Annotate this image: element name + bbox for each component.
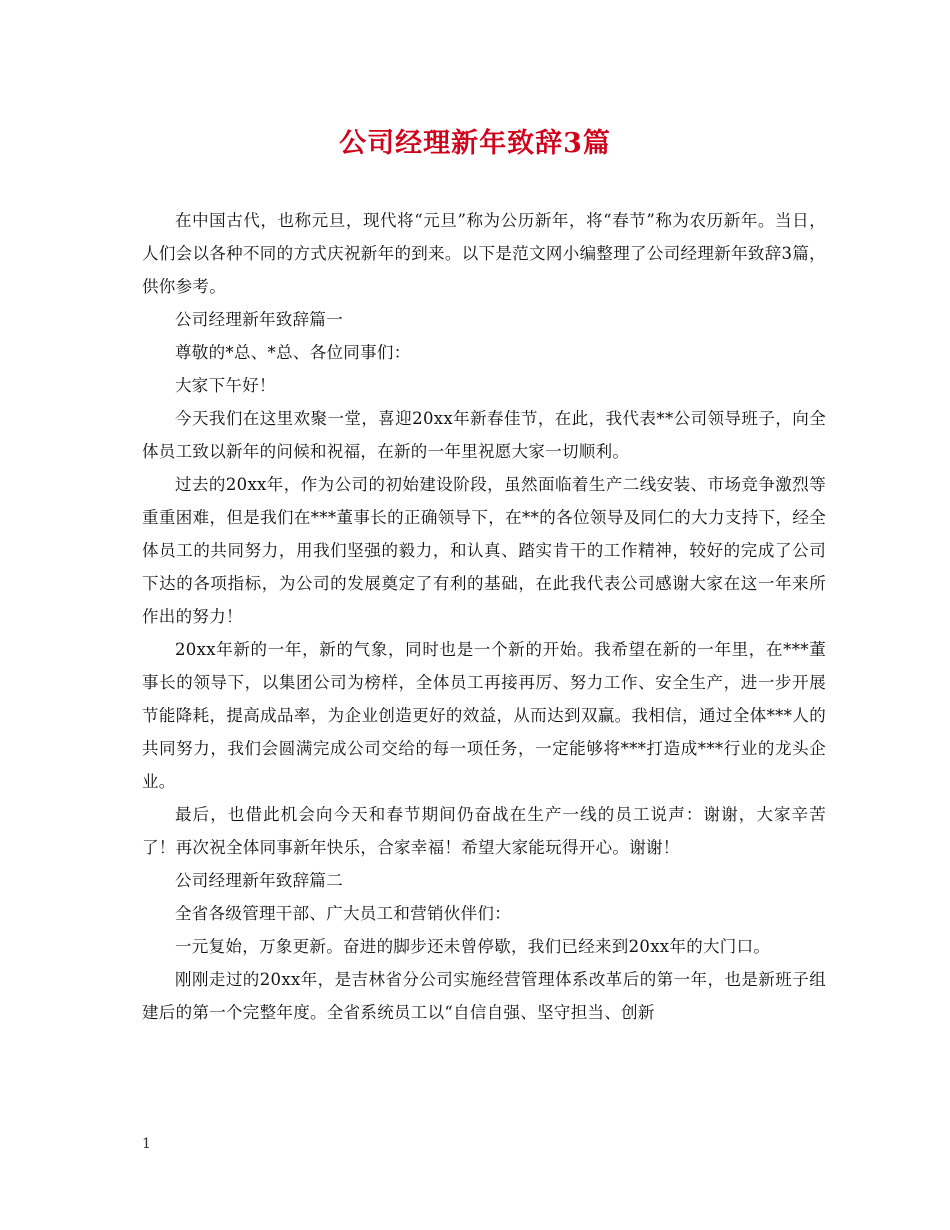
closing-paragraph: 最后，也借此机会向今天和春节期间仍奋战在生产一线的员工说声：谢谢，大家辛苦了！再次祝全体同事新年快乐，合家幸福！希望大家能玩得开心。谢谢！ bbox=[142, 805, 826, 857]
page-number: 1 bbox=[142, 1136, 151, 1152]
body-paragraph: 刚刚走过的20xx年，是吉林省分公司实施经营管理体系改革后的第一年，也是新班子组建后的第一个完整年度。全省系统员工以“自信自强、坚守担当、创新 bbox=[142, 970, 826, 1022]
document-title: 公司经理新年致辞3篇 bbox=[339, 128, 611, 159]
intro-paragraph: 在中国古代，也称元旦，现代将“元旦”称为公历新年，将“春节”称为农历新年。当日，人们会以各种不同的方式庆祝新年的到来。以下是范文网小编整理了公司经理新年致辞3篇，供你参考。 bbox=[142, 211, 826, 296]
body-paragraph: 过去的20xx年，作为公司的初始建设阶段，虽然面临着生产二线安装、市场竞争激烈等重重困难，但是我们在***董事长的正确领导下，在**的各位领导及同仁的大力支持下，经全体员工的共同努力，用我们坚强的毅力，和认真、踏实肯干的工作精神，较好的完成了公司下达的各项指标，为公司的发展奠定了有利的基础，在此我代表公司感谢大家在这一年来所作出的努力！ bbox=[142, 475, 826, 626]
salutation-paragraph: 尊敬的*总、*总、各位同事们： bbox=[175, 343, 411, 362]
body-paragraph: 一元复始，万象更新。奋进的脚步还未曾停歇，我们已经来到20xx年的大门口。 bbox=[175, 937, 771, 956]
body-paragraph: 20xx年新的一年，新的气象，同时也是一个新的开始。我希望在新的一年里，在***董事长的领导下，以集团公司为榜样，全体员工再接再厉、努力工作、安全生产，进一步开展节能降耗，提高成品率，为企业创造更好的效益，从而达到双赢。我相信，通过全体***人的共同努力，我们会圆满完成公司交给的每一项任务，一定能够将***打造成***行业的龙头企业。 bbox=[142, 640, 826, 791]
section-heading-2: 公司经理新年致辞篇二 bbox=[175, 871, 343, 890]
greeting-paragraph: 大家下午好！ bbox=[175, 376, 276, 395]
salutation-paragraph: 全省各级管理干部、广大员工和营销伙伴们： bbox=[175, 904, 511, 923]
section-heading-1: 公司经理新年致辞篇一 bbox=[175, 310, 343, 329]
body-paragraph: 今天我们在这里欢聚一堂，喜迎20xx年新春佳节，在此，我代表**公司领导班子，向全体员工致以新年的问候和祝福，在新的一年里祝愿大家一切顺利。 bbox=[142, 409, 826, 461]
document-body bbox=[142, 204, 826, 1029]
